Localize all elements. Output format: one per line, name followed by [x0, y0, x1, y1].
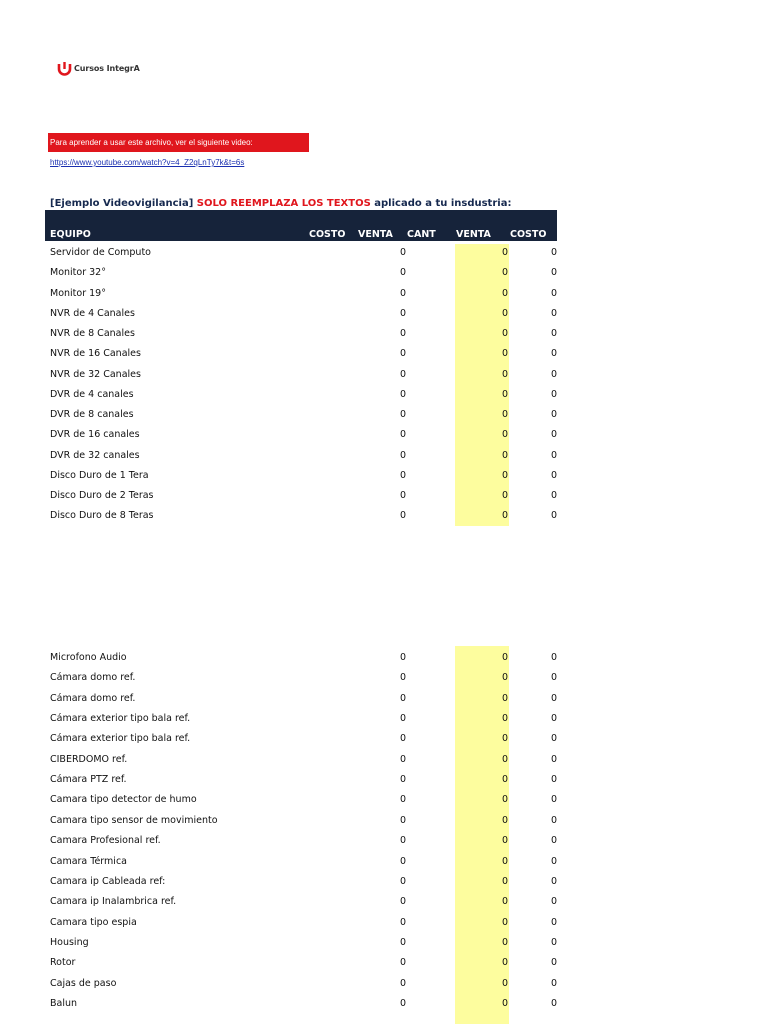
- equipment-name[interactable]: Servidor de Computo: [50, 247, 151, 258]
- equipment-name[interactable]: Cámara domo ref.: [50, 692, 136, 704]
- unit-cost-value[interactable]: 0: [399, 388, 406, 400]
- cost-total-value[interactable]: 0: [550, 469, 557, 481]
- sale-total-value[interactable]: 0: [501, 774, 508, 786]
- sale-total-value[interactable]: 0: [501, 916, 508, 928]
- sale-total-value[interactable]: 0: [501, 490, 508, 501]
- equipment-name[interactable]: Camara tipo espia: [50, 916, 137, 928]
- unit-cost-value[interactable]: 0: [399, 916, 406, 928]
- table-row: [0, 264, 768, 284]
- equipment-name[interactable]: NVR de 4 Canales: [50, 307, 135, 319]
- header-venta-total: VENTA: [456, 229, 491, 240]
- table-row: [0, 366, 768, 386]
- cost-total-value[interactable]: 0: [550, 997, 557, 1009]
- table-row: [0, 467, 768, 487]
- sale-total-value[interactable]: 0: [501, 936, 508, 948]
- cost-total-value[interactable]: 0: [550, 247, 557, 258]
- intro-suffix: aplicado a tu insdustria:: [374, 198, 512, 209]
- table-row: [0, 285, 768, 305]
- equipment-name[interactable]: NVR de 16 Canales: [50, 348, 141, 360]
- table-row: [0, 325, 768, 345]
- sale-total-value[interactable]: 0: [501, 692, 508, 704]
- unit-cost-value[interactable]: 0: [399, 652, 406, 663]
- cost-total-value[interactable]: 0: [550, 348, 557, 360]
- sale-total-value[interactable]: 0: [501, 267, 508, 279]
- intro-instruction: SOLO REEMPLAZA LOS TEXTOS: [196, 198, 371, 209]
- sale-total-value[interactable]: 0: [501, 814, 508, 826]
- cost-total-value[interactable]: 0: [550, 936, 557, 948]
- sale-total-value[interactable]: 0: [501, 733, 508, 745]
- unit-cost-value[interactable]: 0: [399, 307, 406, 319]
- sale-total-value[interactable]: 0: [501, 328, 508, 339]
- sale-total-value[interactable]: 0: [501, 510, 508, 522]
- unit-cost-value[interactable]: 0: [399, 774, 406, 786]
- table-row: [0, 386, 768, 406]
- cost-total-value[interactable]: 0: [550, 328, 557, 339]
- sale-total-value[interactable]: 0: [501, 348, 508, 360]
- unit-cost-value[interactable]: 0: [399, 490, 406, 501]
- cost-total-value[interactable]: 0: [550, 814, 557, 826]
- brand-logo: [57, 59, 140, 77]
- unit-cost-value[interactable]: 0: [399, 977, 406, 989]
- unit-cost-value[interactable]: 0: [399, 733, 406, 745]
- sale-total-value[interactable]: 0: [501, 977, 508, 989]
- cost-total-value[interactable]: 0: [550, 692, 557, 704]
- unit-cost-value[interactable]: 0: [399, 875, 406, 887]
- equipment-name[interactable]: Camara Profesional ref.: [50, 835, 161, 847]
- table-row: [0, 730, 768, 750]
- equipment-name[interactable]: Camara tipo sensor de movimiento: [50, 814, 218, 826]
- unit-cost-value[interactable]: 0: [399, 328, 406, 339]
- unit-cost-value[interactable]: 0: [399, 672, 406, 684]
- unit-cost-value[interactable]: 0: [399, 896, 406, 908]
- table-header: [45, 210, 557, 241]
- unit-cost-value[interactable]: 0: [399, 287, 406, 299]
- equipment-name[interactable]: Cámara exterior tipo bala ref.: [50, 713, 191, 725]
- sale-total-value[interactable]: 0: [501, 896, 508, 908]
- equipment-name[interactable]: Camara ip Cableada ref:: [50, 875, 166, 887]
- cost-total-value[interactable]: 0: [550, 388, 557, 400]
- sale-total-value[interactable]: 0: [501, 957, 508, 969]
- sale-total-value[interactable]: 0: [501, 672, 508, 684]
- table-row: [0, 771, 768, 791]
- unit-cost-value[interactable]: 0: [399, 449, 406, 461]
- table-row: [0, 995, 768, 1015]
- cursos-integra-logo-icon: [57, 61, 72, 76]
- cost-total-value[interactable]: 0: [550, 307, 557, 319]
- cost-total-value[interactable]: 0: [550, 429, 557, 441]
- intro-example: [Ejemplo Videovigilancia]: [50, 198, 194, 209]
- table-row: [0, 791, 768, 811]
- table-row: [0, 954, 768, 974]
- table-row: [0, 426, 768, 446]
- cost-total-value[interactable]: 0: [550, 957, 557, 969]
- header-venta: VENTA: [358, 229, 393, 240]
- sale-total-value[interactable]: 0: [501, 287, 508, 299]
- equipment-name[interactable]: Disco Duro de 1 Tera: [50, 469, 149, 481]
- sale-total-value[interactable]: 0: [501, 855, 508, 867]
- unit-cost-value[interactable]: 0: [399, 936, 406, 948]
- equipment-name[interactable]: Rotor: [50, 957, 76, 969]
- equipment-name[interactable]: DVR de 16 canales: [50, 429, 140, 441]
- cost-total-value[interactable]: 0: [550, 409, 557, 420]
- equipment-name[interactable]: Monitor 19°: [50, 287, 106, 299]
- sale-total-value[interactable]: 0: [501, 307, 508, 319]
- cost-total-value[interactable]: 0: [550, 287, 557, 299]
- unit-cost-value[interactable]: 0: [399, 692, 406, 704]
- unit-cost-value[interactable]: 0: [399, 814, 406, 826]
- table-row: [0, 934, 768, 954]
- cost-total-value[interactable]: 0: [550, 896, 557, 908]
- equipment-name[interactable]: DVR de 4 canales: [50, 388, 134, 400]
- info-banner: Para aprender a usar este archivo, ver el siguiente video:: [48, 133, 309, 152]
- cost-total-value[interactable]: 0: [550, 753, 557, 765]
- table-row: [0, 751, 768, 771]
- table-row: [0, 710, 768, 730]
- equipment-name[interactable]: Cajas de paso: [50, 977, 117, 989]
- equipment-name[interactable]: DVR de 32 canales: [50, 449, 140, 461]
- unit-cost-value[interactable]: 0: [399, 469, 406, 481]
- table-row: [0, 832, 768, 852]
- header-costo-total: COSTO: [510, 229, 547, 240]
- cost-total-value[interactable]: 0: [550, 855, 557, 867]
- table-row: [0, 447, 768, 467]
- sale-total-value[interactable]: 0: [501, 469, 508, 481]
- header-equipo: EQUIPO: [50, 229, 91, 240]
- unit-cost-value[interactable]: 0: [399, 997, 406, 1009]
- cost-total-value[interactable]: 0: [550, 672, 557, 684]
- sale-total-value[interactable]: 0: [501, 429, 508, 441]
- cost-total-value[interactable]: 0: [550, 652, 557, 663]
- equipment-name[interactable]: Balun: [50, 997, 78, 1009]
- sale-total-value[interactable]: 0: [501, 794, 508, 806]
- table-row: [0, 669, 768, 689]
- equipment-name[interactable]: Monitor 32°: [50, 267, 106, 279]
- equipment-name[interactable]: Cámara PTZ ref.: [50, 774, 127, 786]
- equipment-name[interactable]: Microfono Audio: [50, 652, 127, 663]
- equipment-name[interactable]: Cámara exterior tipo bala ref.: [50, 733, 191, 745]
- equipment-name[interactable]: CIBERDOMO ref.: [50, 753, 128, 765]
- sale-total-value[interactable]: 0: [501, 449, 508, 461]
- header-costo: COSTO: [309, 229, 346, 240]
- sale-total-value[interactable]: 0: [501, 247, 508, 258]
- cost-total-value[interactable]: 0: [550, 733, 557, 745]
- header-cant: CANT: [407, 229, 436, 240]
- table-row: [0, 487, 768, 507]
- table-row: [0, 406, 768, 426]
- equipment-name[interactable]: NVR de 32 Canales: [50, 368, 141, 380]
- sale-total-value[interactable]: 0: [501, 368, 508, 380]
- unit-cost-value[interactable]: 0: [399, 753, 406, 765]
- cost-total-value[interactable]: 0: [550, 510, 557, 522]
- unit-cost-value[interactable]: 0: [399, 855, 406, 867]
- sale-total-value[interactable]: 0: [501, 753, 508, 765]
- cost-total-value[interactable]: 0: [550, 977, 557, 989]
- brand-name: Cursos IntegrA: [74, 63, 140, 73]
- cost-total-value[interactable]: 0: [550, 794, 557, 806]
- table-row: [0, 914, 768, 934]
- unit-cost-value[interactable]: 0: [399, 957, 406, 969]
- cost-total-value[interactable]: 0: [550, 449, 557, 461]
- unit-cost-value[interactable]: 0: [399, 348, 406, 360]
- unit-cost-value[interactable]: 0: [399, 835, 406, 847]
- cost-total-value[interactable]: 0: [550, 835, 557, 847]
- unit-cost-value[interactable]: 0: [399, 267, 406, 279]
- table-row: [0, 853, 768, 873]
- unit-cost-value[interactable]: 0: [399, 510, 406, 522]
- sale-total-value[interactable]: 0: [501, 835, 508, 847]
- equipment-name[interactable]: Housing: [50, 936, 89, 948]
- cost-total-value[interactable]: 0: [550, 774, 557, 786]
- video-link[interactable]: https://www.youtube.com/watch?v=4_Z2qLnTy7k&t=6s: [50, 158, 245, 167]
- equipment-name[interactable]: Camara tipo detector de humo: [50, 794, 197, 806]
- equipment-name[interactable]: Cámara domo ref.: [50, 672, 136, 684]
- sale-total-value[interactable]: 0: [501, 713, 508, 725]
- unit-cost-value[interactable]: 0: [399, 247, 406, 258]
- sale-total-value[interactable]: 0: [501, 652, 508, 663]
- table-row: [0, 975, 768, 995]
- intro-line: [50, 198, 511, 209]
- unit-cost-value[interactable]: 0: [399, 368, 406, 380]
- unit-cost-value[interactable]: 0: [399, 429, 406, 441]
- cost-total-value[interactable]: 0: [550, 490, 557, 501]
- sale-total-value[interactable]: 0: [501, 875, 508, 887]
- table-row: [0, 345, 768, 365]
- equipment-name[interactable]: DVR de 8 canales: [50, 409, 134, 420]
- table-row: [0, 244, 768, 264]
- table-row: [0, 873, 768, 893]
- sale-total-value[interactable]: 0: [501, 409, 508, 420]
- table-row: [0, 649, 768, 669]
- table-row: [0, 507, 768, 527]
- cost-total-value[interactable]: 0: [550, 713, 557, 725]
- equipment-name[interactable]: NVR de 8 Canales: [50, 328, 135, 339]
- unit-cost-value[interactable]: 0: [399, 409, 406, 420]
- equipment-name[interactable]: Camara ip Inalambrica ref.: [50, 896, 177, 908]
- table-row: [0, 305, 768, 325]
- cost-total-value[interactable]: 0: [550, 875, 557, 887]
- equipment-name[interactable]: Disco Duro de 8 Teras: [50, 510, 154, 522]
- unit-cost-value[interactable]: 0: [399, 713, 406, 725]
- table-row: [0, 812, 768, 832]
- equipment-name[interactable]: Camara Térmica: [50, 855, 127, 867]
- sale-total-value[interactable]: 0: [501, 997, 508, 1009]
- table-row: [0, 893, 768, 913]
- cost-total-value[interactable]: 0: [550, 368, 557, 380]
- cost-total-value[interactable]: 0: [550, 916, 557, 928]
- unit-cost-value[interactable]: 0: [399, 794, 406, 806]
- equipment-name[interactable]: Disco Duro de 2 Teras: [50, 490, 154, 501]
- table-row: [0, 690, 768, 710]
- cost-total-value[interactable]: 0: [550, 267, 557, 279]
- sale-total-value[interactable]: 0: [501, 388, 508, 400]
